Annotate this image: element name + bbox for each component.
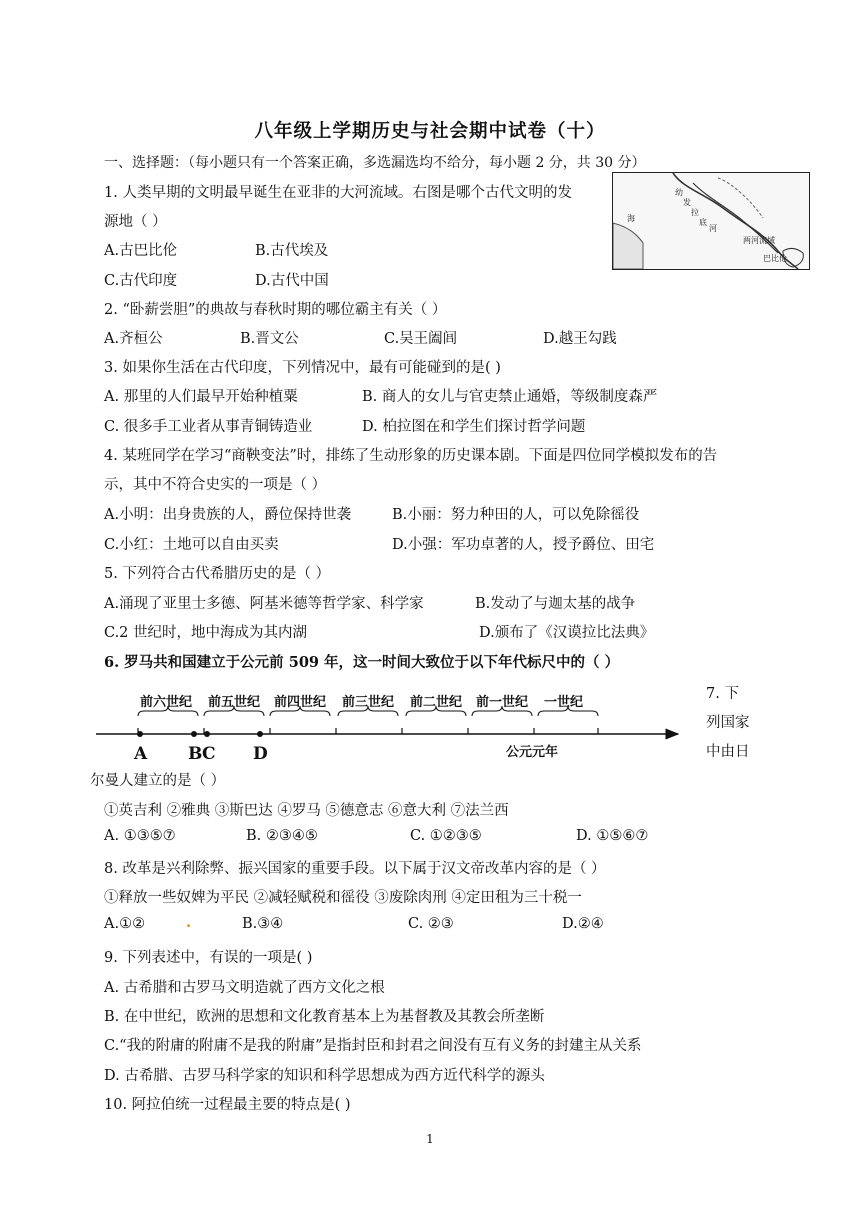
q7-option-a: A. ①③⑤⑦ [104, 828, 176, 844]
q7-side-1: 7. 下 [706, 686, 739, 702]
q9-option-c: C.“我的附庸的附庸不是我的附庸”是指封臣和封君之间没有互有义务的封建主从关系 [104, 1038, 642, 1054]
q9-option-d: D. 古希腊、古罗马科学家的知识和科学思想成为西方近代科学的源头 [104, 1068, 545, 1084]
timeline-point [191, 731, 197, 737]
q3-option-b: B. 商人的女儿与官吏禁止通婚，等级制度森严 [362, 389, 658, 405]
q8-option-a: A.①② [104, 916, 146, 932]
q4-option-c: C.小红：土地可以自由买卖 [104, 537, 279, 553]
q2-stem: 2. “卧薪尝胆”的典故与春秋时期的哪位霸主有关（ ） [104, 302, 447, 318]
q7-side-3: 中由日 [706, 744, 750, 760]
q6-stem: 6. 罗马共和国建立于公元前 509 年，这一时间大致位于以下年代标尺中的（ ） [104, 654, 620, 671]
map-label: 河 [709, 224, 717, 233]
origin-label: 公元元年 [506, 745, 559, 760]
q8-stem: 8. 改革是兴利除弊、振兴国家的重要手段。以下属于汉文帝改革内容的是（ ） [104, 861, 606, 877]
century-label: 前三世纪 [342, 695, 395, 710]
point-label: A [134, 744, 148, 764]
q1-option-b: B.古代埃及 [255, 243, 329, 259]
q1-stem-line1: 1. 人类早期的文明最早诞生在亚非的大河流域。右图是哪个古代文明的发 [104, 185, 572, 201]
q4-option-d: D.小强：军功卓著的人，授予爵位、田宅 [392, 537, 655, 553]
q2-option-b: B.晋文公 [240, 331, 299, 347]
q7-option-d: D. ①⑤⑥⑦ [576, 828, 649, 844]
q2-option-c: C.吴王阖闾 [384, 331, 458, 347]
q9-option-b: B. 在中世纪，欧洲的思想和文化教育基本上为基督教及其教会所垄断 [104, 1009, 545, 1025]
page-number: 1 [426, 1132, 434, 1146]
q5-stem: 5. 下列符合古代希腊历史的是（ ） [104, 566, 331, 582]
timeline-point [137, 731, 143, 737]
q3-option-d: D. 柏拉图在和学生们探讨哲学问题 [362, 419, 586, 435]
q9-option-a: A. 古希腊和古罗马文明造就了西方文化之根 [104, 980, 385, 996]
map-label: 拉 [691, 208, 699, 217]
q5-option-d: D.颁布了《汉谟拉比法典》 [479, 625, 655, 641]
century-label: 前六世纪 [140, 695, 193, 710]
q4-stem-line1: 4. 某班同学在学习“商鞅变法”时，排练了生动形象的历史课本剧。下面是四位同学模拟发布的告 [104, 448, 718, 464]
q7-option-c: C. ①②③⑤ [410, 828, 482, 844]
page-title: 八年级上学期历史与社会期中试卷（十） [254, 121, 606, 142]
map-svg [613, 173, 809, 269]
q8-option-d: D.②④ [562, 916, 604, 932]
q4-stem-line2: 示，其中不符合史实的一项是（ ） [104, 477, 327, 493]
timeline-point [257, 731, 263, 737]
q1-option-d: D.古代中国 [255, 273, 329, 289]
q4-option-a: A.小明：出身贵族的人，爵位保持世袭 [104, 507, 352, 523]
q1-stem-line2: 源地（ ） [104, 214, 167, 230]
timeline-ruler [96, 682, 686, 764]
q9-stem: 9. 下列表述中，有误的一项是( ) [104, 950, 313, 966]
q7-stem: 尔曼人建立的是（ ） [90, 773, 226, 789]
century-label: 前一世纪 [476, 695, 529, 710]
q1-option-a: A.古巴比伦 [104, 243, 178, 259]
q5-option-b: B.发动了与迦太基的战争 [475, 596, 636, 612]
map-label: 幼 [675, 188, 683, 197]
q3-option-c: C. 很多手工业者从事青铜铸造业 [104, 419, 313, 435]
map-label: 发 [683, 198, 691, 207]
section-heading: 一、选择题：（每小题只有一个答案正确，多选漏选均不给分，每小题 2 分，共 30 分） [104, 155, 646, 171]
q5-option-c: C.2 世纪时，地中海成为其内湖 [104, 625, 308, 641]
q8-items: ①释放一些奴婢为平民 ②减轻赋税和徭役 ③废除肉刑 ④定田租为三十税一 [104, 890, 582, 906]
q2-option-d: D.越王勾践 [543, 331, 617, 347]
point-label: B [188, 744, 203, 764]
stray-mark: . [186, 914, 192, 931]
q7-option-b: B. ②③④⑤ [246, 828, 318, 844]
century-label: 一世纪 [544, 695, 584, 710]
q2-option-a: A.齐桓公 [104, 331, 163, 347]
q8-option-b: B.③④ [242, 916, 284, 932]
point-label: D [253, 744, 268, 764]
mesopotamia-map [612, 172, 810, 270]
q7-side-2: 列国家 [706, 715, 750, 731]
map-label: 海 [627, 214, 635, 223]
q7-items: ①英吉利 ②雅典 ③斯巴达 ④罗马 ⑤德意志 ⑥意大利 ⑦法兰西 [104, 803, 509, 819]
q3-stem: 3. 如果你生活在古代印度，下列情况中，最有可能碰到的是( ) [104, 360, 501, 376]
map-label: 两河流域 [743, 236, 775, 245]
q3-option-a: A. 那里的人们最早开始种植粟 [104, 389, 298, 405]
q8-option-c: C. ②③ [408, 916, 454, 932]
q5-option-a: A.涌现了亚里士多德、阿基米德等哲学家、科学家 [104, 596, 424, 612]
century-label: 前五世纪 [208, 695, 261, 710]
point-label: C [202, 744, 216, 764]
century-label: 前四世纪 [274, 695, 327, 710]
century-label: 前二世纪 [410, 695, 463, 710]
map-label: 底 [699, 218, 707, 227]
map-label: 巴比伦 [763, 254, 787, 263]
q4-option-b: B.小丽：努力种田的人，可以免除徭役 [392, 507, 640, 523]
q10-stem: 10. 阿拉伯统一过程最主要的特点是( ) [104, 1097, 351, 1113]
timeline-point [204, 731, 210, 737]
q1-option-c: C.古代印度 [104, 273, 178, 289]
